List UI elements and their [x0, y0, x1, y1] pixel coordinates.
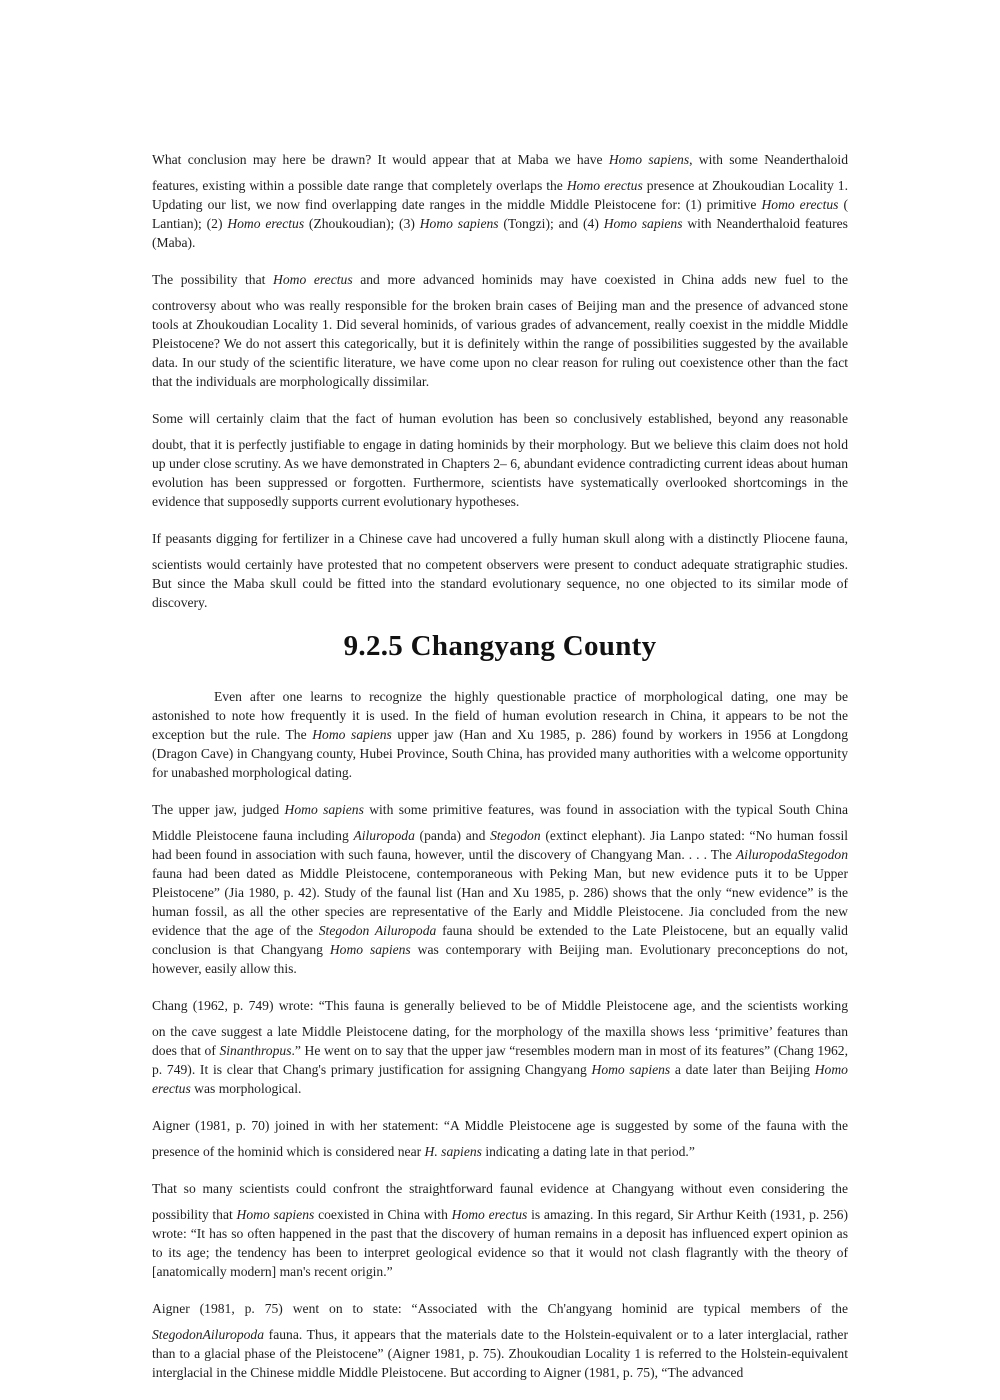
paragraph-lead-line — [152, 800, 848, 819]
text-run: fauna should be extended to the Late Pleistocene, but an equally valid conclusion is that Changyang — [152, 923, 848, 957]
paragraph-body — [152, 1205, 848, 1281]
text-run: Some will certainly claim that the fact of human evolution has been so conclusively established, beyond any reasonable — [152, 411, 848, 426]
paragraph-lead-line — [152, 150, 848, 169]
text-run: indicating a dating late in that period.” — [481, 1144, 695, 1159]
paragraph-body — [152, 826, 848, 978]
italic-text-run: Homo erectus — [273, 272, 353, 287]
paragraph — [152, 1299, 848, 1382]
paragraph — [152, 800, 848, 978]
section-heading: 9.2.5 Changyang County — [343, 630, 657, 662]
paragraph-lead-line — [152, 1116, 848, 1135]
paragraph — [152, 996, 848, 1098]
italic-text-run: Homo erectus — [761, 197, 839, 212]
paragraph — [152, 529, 848, 612]
text-run: with some primitive features, was found in association with the typical South China — [363, 802, 848, 817]
text-run: That so many scientists could confront the straightforward faunal evidence at Changyang without even considering the — [152, 1181, 848, 1196]
text-run: features, existing within a possible date range that completely overlaps the — [152, 178, 567, 193]
italic-text-run: Homo erectus — [152, 1062, 848, 1096]
text-run: coexisted in China with — [314, 1207, 452, 1222]
italic-text-run: Homo sapiens — [419, 216, 499, 231]
italic-text-run: Ailuropoda — [353, 828, 415, 843]
text-run: a date later than Beijing — [670, 1062, 815, 1077]
text-run: astonished to note how frequently it is used. In the field of human evolution research in China, it appears to be not the exception but the rule. The — [152, 708, 848, 742]
italic-text-run: Homo sapiens — [608, 152, 690, 167]
paragraph-lead-line — [152, 1179, 848, 1198]
text-run: with Neanderthaloid features (Maba). — [152, 216, 848, 250]
text-run: scientists would certainly have protested that no competent observers were present to conduct adequate stratigraphic studies. But since the Maba skull could be fitted into the standard evolutionary sequence, no one objected to its similar mode of discovery. — [152, 557, 848, 610]
text-run: possibility that — [152, 1207, 237, 1222]
text-run: (panda) and — [414, 828, 491, 843]
text-run: fauna had been dated as Middle Pleistocene, contemporaneous with Peking Man, but new evidence puts it to be Upper Pleistocene” (Jia 1980, p. 42). Study of the faunal list (Han and Xu 1985, p. 286) shows that the only “new evidence” is the human fossil, as all the other species are representative of the Early and Middle Pleistocene. Jia concluded from the new evidence that the age of the — [152, 866, 848, 938]
italic-text-run: AiluropodaStegodon — [735, 847, 848, 862]
italic-text-run: Homo erectus — [566, 178, 643, 193]
text-run: was contemporary with Beijing man. Evolutionary preconceptions do not, however, easily allow this. — [152, 942, 848, 976]
text-run: presence at Zhoukoudian Locality 1. Updating our list, we now find overlapping date ranges in the middle Middle Pleistocene for: (1) primitive — [152, 178, 848, 212]
paragraph-lead-line — [152, 529, 848, 548]
text-run: What conclusion may here be drawn? It would appear that at Maba we have — [152, 152, 609, 167]
text-run: controversy about who was really responsible for the broken brain cases of Beijing man and the presence of advanced stone tools at Zhoukoudian Locality 1. Did several hominids, of various grades of advancement, really coexist in the middle Middle Pleistocene? We do not assert this categorically, but it is definitely within the range of possibilities suggested by the available data. In our study of the scientific literature, we have come upon no clear reason for ruling out coexistence other than the fact that the individuals are morphologically dissimilar. — [152, 298, 848, 389]
paragraph — [152, 150, 848, 252]
text-run: If peasants digging for fertilizer in a Chinese cave had uncovered a fully human skull along with a distinctly Pliocene fauna, — [152, 531, 848, 546]
paragraph-body — [152, 1142, 848, 1161]
text-run: ( Lantian); (2) — [152, 197, 848, 231]
text-run: Chang (1962, p. 749) wrote: “This fauna is generally believed to be of Middle Pleistocene age, and the scientists working — [152, 998, 848, 1013]
text-run: Middle Pleistocene fauna including — [152, 828, 354, 843]
text-run: The possibility that — [152, 272, 274, 287]
document-content — [152, 150, 848, 1382]
text-run: (Tongzi); and (4) — [498, 216, 604, 231]
paragraph — [152, 270, 848, 391]
paragraph-body — [152, 435, 848, 511]
paragraph-body — [152, 296, 848, 391]
italic-text-run: Homo sapiens — [591, 1062, 671, 1077]
paragraph-body — [152, 176, 848, 252]
paragraph-lead-line — [152, 687, 848, 706]
paragraph-body — [152, 706, 848, 782]
italic-text-run: Homo sapiens — [312, 727, 392, 742]
paragraph — [152, 1116, 848, 1161]
book-page — [152, 150, 848, 1400]
italic-text-run: StegodonAiluropoda — [152, 1327, 265, 1342]
text-run: and more advanced hominids may have coexisted in China adds new fuel to the — [352, 272, 848, 287]
italic-text-run: Homo sapiens — [603, 216, 683, 231]
italic-text-run: Stegodon — [490, 828, 541, 843]
italic-text-run: Homo sapiens — [329, 942, 411, 957]
text-run: The upper jaw, judged — [152, 802, 285, 817]
text-run: (Zhoukoudian); (3) — [304, 216, 420, 231]
paragraph — [152, 409, 848, 511]
text-run: doubt, that it is perfectly justifiable to engage in dating hominids by their morphology. But we believe this claim does not hold up under close scrutiny. As we have demonstrated in Chapters 2– 6, abundant evidence contradicting current ideas about human evolution has been suppressed or forgotten. Furthermore, scientists have systematically overlooked shortcomings in the evidence that supposedly supports current evolutionary hypotheses. — [152, 437, 848, 509]
text-run: .” He went on to say that the upper jaw “resembles modern man in most of its features” (Chang 1962, p. 749). It is clear that Chang's primary justification for assigning Changyang — [152, 1043, 848, 1077]
text-run: on the cave suggest a late Middle Pleistocene dating, for the morphology of the maxilla shows less ‘primitive’ features than does that of — [152, 1024, 848, 1058]
italic-text-run: Stegodon Ailuropoda — [318, 923, 437, 938]
italic-text-run: Homo sapiens — [236, 1207, 315, 1222]
paragraph-body — [152, 555, 848, 612]
italic-text-run: Homo sapiens — [284, 802, 364, 817]
italic-text-run: Sinanthropus — [219, 1043, 292, 1058]
text-run: fauna. Thus, it appears that the materials date to the Holstein-equivalent or to a later interglacial, rather than to a glacial phase of the Pleistocene” (Aigner 1981, p. 75). Zhoukoudian Locality 1 is referred to the Holstein-equivalent interglacial in the Chinese middle Middle Pleistocene. But according to Aigner (1981, p. 75), “The advanced — [152, 1327, 848, 1380]
italic-text-run: Homo erectus — [227, 216, 305, 231]
text-run: is amazing. In this regard, Sir Arthur Keith (1931, p. 256) wrote: “It has so often happened in the past that the discovery of human remains in a deposit has influenced expert opinion as to its age; the tendency has been to interpret geological evidence so that it would not clash flagrantly with the theory of [anatomically modern] man's recent origin.” — [152, 1207, 848, 1279]
paragraph-lead-line — [152, 270, 848, 289]
text-run: Aigner (1981, p. 75) went on to state: “Associated with the Ch'angyang hominid are typical members of the — [152, 1301, 848, 1316]
paragraph — [152, 687, 848, 782]
text-run: Aigner (1981, p. 70) joined in with her statement: “A Middle Pleistocene age is suggested by some of the fauna with the — [152, 1118, 848, 1133]
text-run: (extinct elephant). Jia Lanpo stated: “No human fossil had been found in association with such fauna, however, until the discovery of Changyang Man. . . . The — [152, 828, 848, 862]
text-run: , with some Neanderthaloid — [689, 152, 848, 167]
paragraph — [152, 1179, 848, 1281]
italic-text-run: H. sapiens — [424, 1144, 482, 1159]
paragraph-body — [152, 1325, 848, 1382]
paragraph-body — [152, 1022, 848, 1098]
text-run: was morphological. — [190, 1081, 302, 1096]
italic-text-run: Homo erectus — [451, 1207, 528, 1222]
paragraph-lead-line — [152, 409, 848, 428]
text-run: upper jaw (Han and Xu 1985, p. 286) found by workers in 1956 at Longdong (Dragon Cave) in Changyang county, Hubei Province, South China, has provided many authorities with a welcome opportunity for unabashed morphological dating. — [152, 727, 848, 780]
paragraph-lead-line — [152, 996, 848, 1015]
text-run: presence of the hominid which is considered near — [152, 1144, 425, 1159]
paragraph-lead-line — [152, 1299, 848, 1318]
text-run: Even after one learns to recognize the highly questionable practice of morphological dating, one may be — [214, 689, 848, 704]
